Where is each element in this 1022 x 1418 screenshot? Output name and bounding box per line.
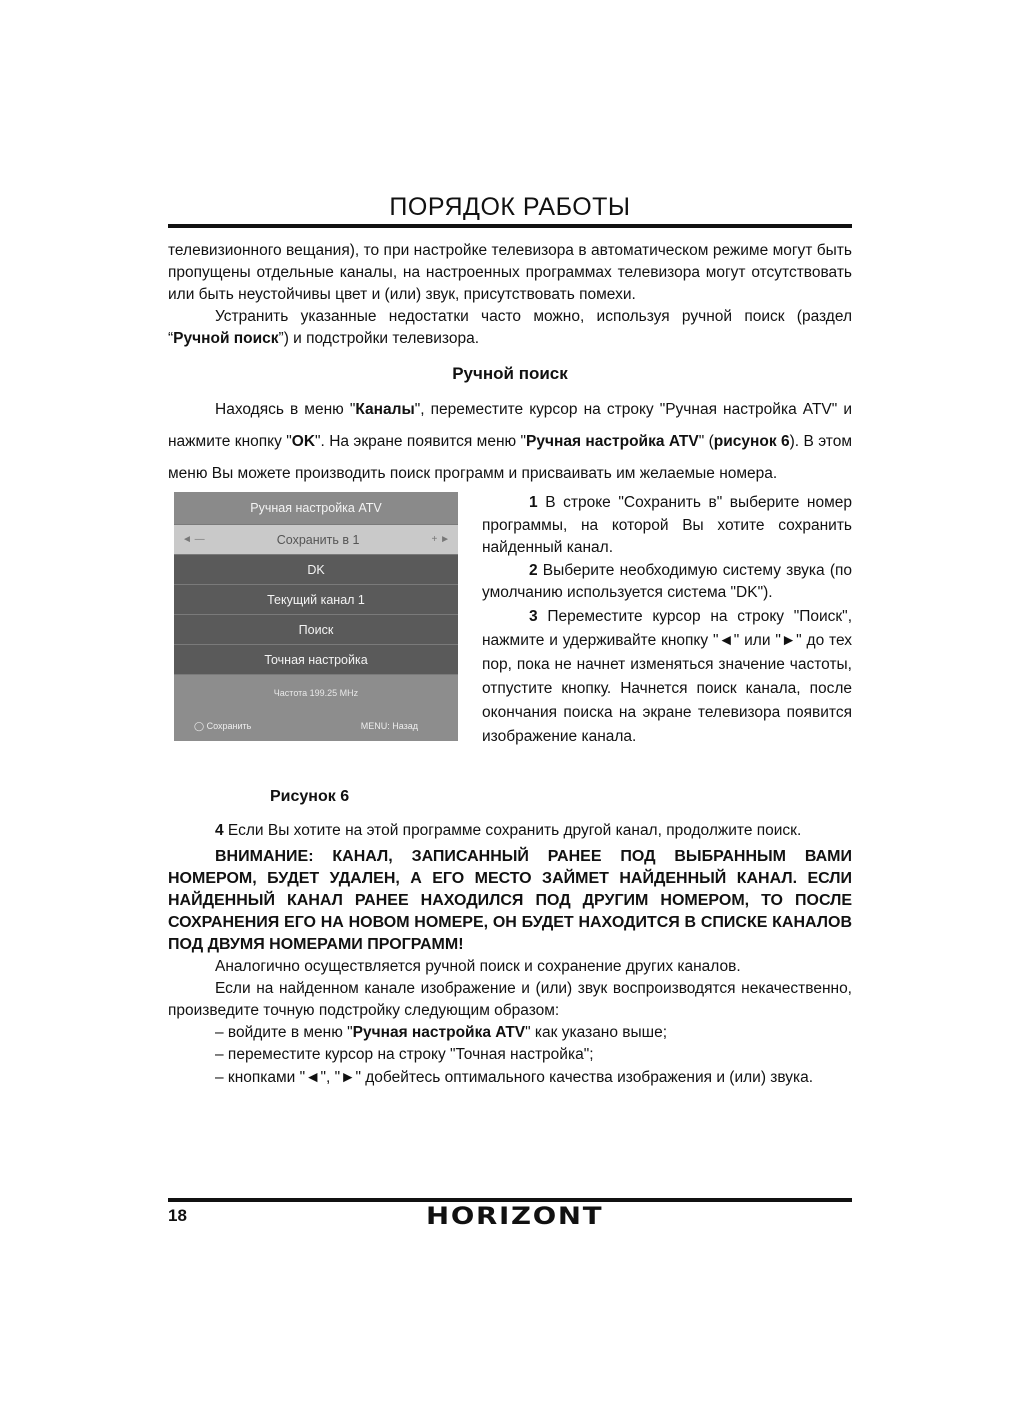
warning-text: ВНИМАНИЕ: КАНАЛ, ЗАПИСАННЫЙ РАНЕЕ ПОД ВЫБРАННЫМ ВАМИ НОМЕРОМ, БУДЕТ УДАЛЕН, А ЕГО МЕСТО ЗАЙМЕТ НАЙДЕННЫЙ КАНАЛ. ЕСЛИ НАЙДЕННЫЙ КАНАЛ РАНЕЕ НАХОДИЛСЯ ПОД ДРУГИМ НОМЕРОМ, ТО ПОСЛЕ СОХРАНЕНИЯ ЕГО НА НОВОМ НОМЕРЕ, ОН БУДЕТ НАХОДИТСЯ В СПИСКЕ КАНАЛОВ ПОД ДВУМЯ НОМЕРАМИ ПРОГРАММ!	[168, 848, 852, 953]
section-paragraph: Находясь в меню "Каналы", переместите курсор на строку "Ручная настройка ATV" и нажмите кнопку "OK". На экране появится меню "Ручная настройка ATV" (рисунок 6). В этом меню Вы можете производить поиск программ и присваивать им желаемые номера.	[168, 401, 852, 482]
left-arrow-icon: ◄ —	[182, 534, 205, 545]
outro-paragraph-1: Аналогично осуществляется ручной поиск и сохранение других каналов.	[215, 958, 741, 975]
outro-paragraph-2: Если на найденном канале изображение и (или) звук воспроизводятся некачественно, произведите точную подстройку следующим образом:	[168, 980, 852, 1019]
figure-caption: Рисунок 6	[270, 788, 350, 805]
header-rule	[168, 224, 852, 228]
tv-menu-frequency: Частота 199.25 MHz	[174, 675, 458, 711]
page-content	[168, 190, 852, 1090]
tv-menu-row-fine-tune: Точная настройка	[174, 645, 458, 675]
step-4: 4 Если Вы хотите на этой программе сохранить другой канал, продолжите поиск.	[215, 822, 802, 839]
tv-menu-row-sound: DK	[174, 555, 458, 585]
tv-menu-title: Ручная настройка ATV	[174, 492, 458, 525]
step-2: 2 Выберите необходимую систему звука (по умолчанию используется система "DK").	[482, 561, 852, 601]
tv-menu-row-search: Поиск	[174, 615, 458, 645]
step-3: 3 Переместите курсор на строку "Поиск", нажмите и удерживайте кнопку "◄" или "►" до тех пор, пока не начнет изменяться значение частоты, отпустите кнопку. Начнется поиск канала, после окончания поиска на экране телевизора появится изображение канала.	[482, 607, 852, 745]
steps-column	[464, 492, 852, 806]
outro-bullet-1: – войдите в меню "Ручная настройка ATV" как указано выше;	[215, 1024, 668, 1041]
page-footer	[168, 1198, 852, 1230]
outro-bullet-3: – кнопками "◄", "►" добейтесь оптимального качества изображения и (или) звука.	[215, 1069, 814, 1086]
tv-menu-row-save: ◄ — Сохранить в 1 + ►	[174, 525, 458, 555]
figure-and-steps	[168, 492, 852, 806]
tv-menu-back-hint: MENU: Назад	[360, 721, 418, 731]
intro-paragraph: телевизионного вещания), то при настройке телевизора в автоматическом режиме могут быть пропущены отдельные каналы, на настроенных программах телевизора могут отсутствовать или быть неустойчивы цвет и (или) звук, присутствовать помехи.	[168, 242, 852, 303]
outro-bullet-2: – переместите курсор на строку "Точная настройка";	[215, 1046, 594, 1063]
tv-menu-row-channel: Текущий канал 1	[174, 585, 458, 615]
tv-menu-screenshot	[174, 492, 458, 740]
intro-paragraph-2: Устранить указанные недостатки часто можно, используя ручной поиск (раздел “Ручной поиск”) и подстройки телевизора.	[168, 308, 852, 347]
brand-logo: HORIZONT	[426, 1202, 604, 1230]
page-title: ПОРЯДОК РАБОТЫ	[389, 193, 631, 221]
section-heading: Ручной поиск	[452, 364, 568, 383]
tv-menu-save-hint: ◯ Сохранить	[194, 720, 252, 731]
step-1: 1 В строке "Сохранить в" выберите номер программы, на которой Вы хотите сохранить найденный канал.	[482, 494, 852, 556]
right-arrow-icon: + ►	[431, 534, 450, 545]
figure	[174, 492, 464, 806]
tv-menu-footer	[174, 711, 458, 741]
page-number: 18	[168, 1206, 187, 1225]
